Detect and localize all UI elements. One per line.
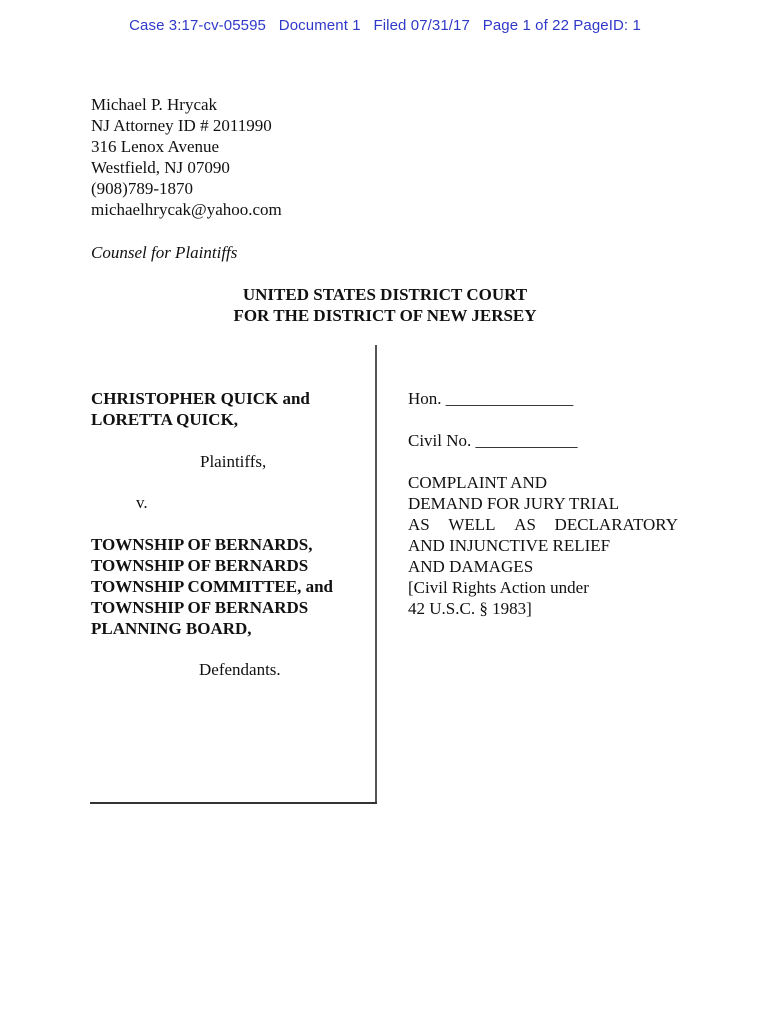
- defendants-names: [91, 534, 371, 639]
- versus-label: v.: [136, 493, 148, 512]
- court-title-line1: UNITED STATES DISTRICT COURT: [242, 285, 528, 304]
- complaint-line3-word: AS: [514, 515, 536, 534]
- court-title-line2: FOR THE DISTRICT OF NEW JERSEY: [233, 306, 537, 325]
- attorney-city: Westfield, NJ 07090: [91, 158, 230, 177]
- counsel-for-plaintiffs: Counsel for Plaintiffs: [91, 243, 238, 262]
- plaintiffs-line1: CHRISTOPHER QUICK and: [91, 389, 310, 408]
- attorney-info-block: [91, 94, 282, 220]
- judge-line: Hon. _______________: [408, 389, 574, 408]
- court-title: [0, 284, 770, 326]
- complaint-line7: 42 U.S.C. § 1983]: [408, 599, 532, 618]
- complaint-line3-word: WELL: [448, 515, 496, 534]
- civil-number-line: Civil No. ____________: [408, 431, 578, 450]
- caption-vertical-divider: [375, 345, 377, 803]
- complaint-line6: [Civil Rights Action under: [408, 578, 589, 597]
- defendants-line4: TOWNSHIP OF BERNARDS: [91, 598, 309, 617]
- complaint-line1: COMPLAINT AND: [408, 473, 548, 492]
- attorney-email: michaelhrycak@yahoo.com: [91, 200, 282, 219]
- complaint-line3: [408, 514, 678, 535]
- attorney-phone: (908)789-1870: [91, 179, 193, 198]
- complaint-line3-word: AS: [408, 515, 430, 534]
- defendants-line2: TOWNSHIP OF BERNARDS: [91, 556, 309, 575]
- defendants-line3: TOWNSHIP COMMITTEE, and: [91, 577, 333, 596]
- complaint-line3-word: DECLARATORY: [554, 515, 678, 534]
- attorney-street: 316 Lenox Avenue: [91, 137, 220, 156]
- complaint-line2: DEMAND FOR JURY TRIAL: [408, 494, 620, 513]
- defendants-label: Defendants.: [199, 660, 281, 679]
- caption-horizontal-divider: [90, 802, 377, 804]
- attorney-id: NJ Attorney ID # 2011990: [91, 116, 272, 135]
- case-info-block: [408, 388, 680, 619]
- plaintiffs-names: [91, 388, 361, 430]
- case-header-stamp: Case 3:17-cv-05595 Document 1 Filed 07/31/17 Page 1 of 22 PageID: 1: [129, 17, 641, 34]
- plaintiffs-label: Plaintiffs,: [200, 452, 267, 471]
- defendants-line5: PLANNING BOARD,: [91, 619, 252, 638]
- complaint-line5: AND DAMAGES: [408, 557, 534, 576]
- defendants-line1: TOWNSHIP OF BERNARDS,: [91, 535, 313, 554]
- plaintiffs-line2: LORETTA QUICK,: [91, 410, 239, 429]
- attorney-name: Michael P. Hrycak: [91, 95, 218, 114]
- complaint-line4: AND INJUNCTIVE RELIEF: [408, 536, 611, 555]
